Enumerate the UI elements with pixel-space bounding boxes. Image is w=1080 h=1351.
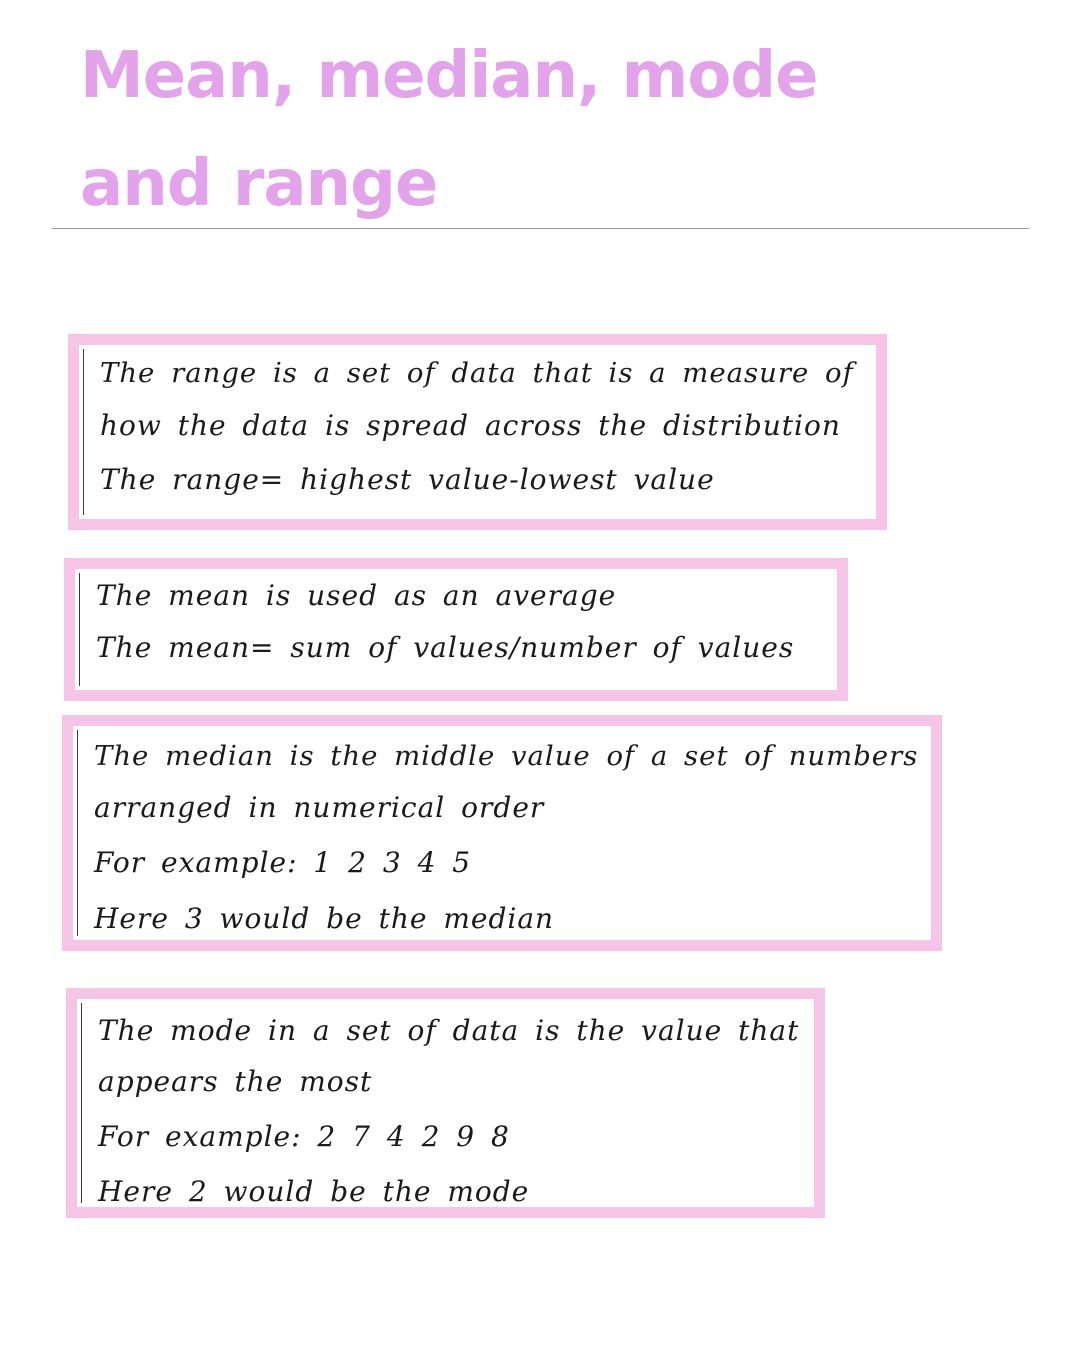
mode-line-3: For example: 2 7 4 2 9 8 <box>98 1120 510 1153</box>
mean-line-2: The mean= sum of values/number of values <box>96 631 795 664</box>
mode-line-1: The mode in a set of data is the value that <box>98 1014 800 1047</box>
median-note-box <box>62 715 942 951</box>
mode-note-content <box>81 1003 810 1208</box>
median-line-1: The median is the middle value of a set of numbers <box>94 740 919 772</box>
range-note-content <box>83 349 872 515</box>
range-note-box <box>68 334 887 530</box>
mode-note-box <box>66 988 825 1218</box>
title-divider <box>52 228 1029 229</box>
mean-note-content <box>79 573 833 686</box>
range-line-1: The range is a set of data that is a measure of <box>100 357 854 389</box>
median-line-3: For example: 1 2 3 4 5 <box>94 846 472 879</box>
mean-note-box <box>64 558 848 701</box>
mode-line-4: Here 2 would be the mode <box>98 1175 530 1208</box>
median-line-4: Here 3 would be the median <box>94 902 555 935</box>
range-line-3: The range= highest value-lowest value <box>100 463 715 496</box>
median-note-content <box>77 730 927 936</box>
mean-line-1: The mean is used as an average <box>96 579 617 612</box>
mode-line-2: appears the most <box>98 1065 373 1098</box>
page-title: Mean, median, mode and range <box>80 39 818 221</box>
range-line-2: how the data is spread across the distribution <box>100 409 841 442</box>
median-line-2: arranged in numerical order <box>94 791 545 824</box>
